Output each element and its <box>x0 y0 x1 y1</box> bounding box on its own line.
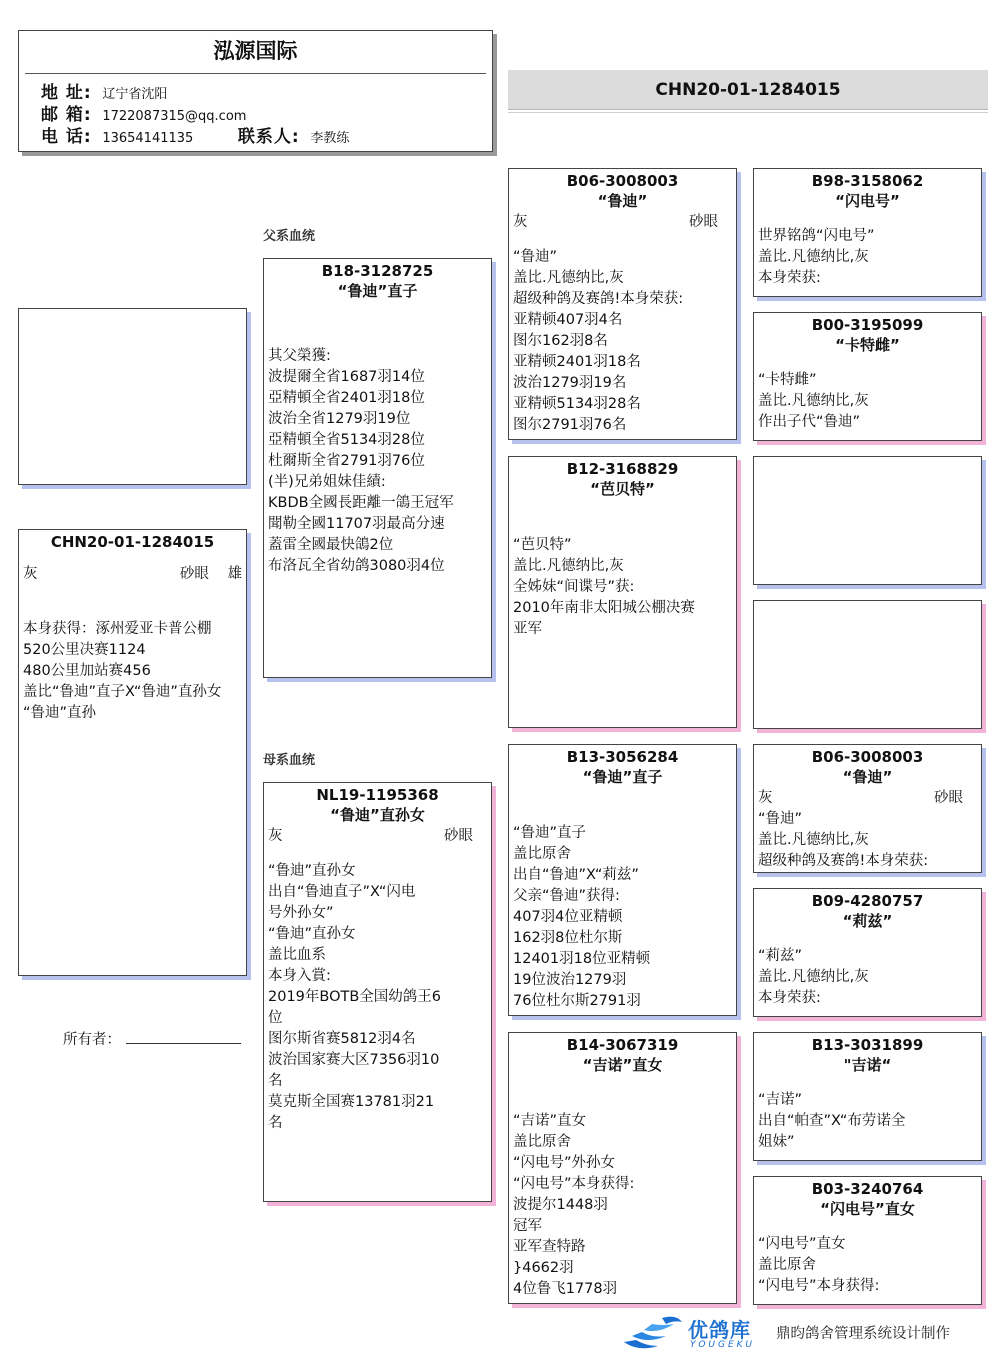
dam-line: “鲁迪”直孙女 <box>268 863 356 879</box>
ds-line: 407羽4位亚精顿 <box>513 909 623 925</box>
brand-name-en: YOUGEKU <box>690 1340 756 1350</box>
sire-ring: B18-3128725 <box>321 262 434 280</box>
email-value: 1722087315@qq.com <box>102 109 247 124</box>
sd-line: 亚军 <box>513 621 542 637</box>
ddd-line: “闪电号”本身获得: <box>758 1278 880 1294</box>
sire-line: 亞精頓全省5134羽28位 <box>268 432 425 448</box>
sd-line: 2010年南非太阳城公棚决赛 <box>513 600 695 616</box>
dd-line: 盖比原舍 <box>513 1134 571 1150</box>
dsd-line: “莉兹” <box>758 948 803 964</box>
divider <box>508 112 988 113</box>
dds-line: “吉诺” <box>758 1092 803 1108</box>
sss-line: 盖比.凡德纳比,灰 <box>758 249 869 265</box>
sd-name: “芭贝特” <box>590 480 655 498</box>
phone-label: 电 话: <box>41 127 92 147</box>
dam-line: 位 <box>268 1010 283 1026</box>
subject-card <box>18 529 247 976</box>
ss-line: 图尔2791羽76名 <box>513 417 627 433</box>
subject-line: 480公里加站赛456 <box>23 663 151 679</box>
dam-ring: NL19-1195368 <box>316 786 439 804</box>
subject-sex: 雄 <box>227 566 242 582</box>
sire-line: 聞勒全國11707羽最高分速 <box>268 516 445 532</box>
dds-name: "吉诺“ <box>843 1056 892 1074</box>
top-ring-number: CHN20-01-1284015 <box>655 80 841 100</box>
dss-name: “鲁迪” <box>842 768 893 786</box>
owner-signature-line[interactable] <box>126 1029 241 1044</box>
dd-line: 4位鲁飞1778羽 <box>513 1281 618 1297</box>
ds-line: 盖比原舍 <box>513 846 571 862</box>
ds-line: 19位波治1279羽 <box>513 972 627 988</box>
dd-line: “闪电号”本身获得: <box>513 1176 635 1192</box>
ddd-line: “闪电号”直女 <box>758 1236 846 1252</box>
sd-line: 全姊妹“间谍号”获: <box>513 579 635 595</box>
ddd-ring: B03-3240764 <box>811 1180 924 1198</box>
sdd-card <box>753 600 982 729</box>
dam-eye: 砂眼 <box>444 828 473 844</box>
subject-line: 520公里决赛1124 <box>23 642 146 658</box>
ss-ring: B06-3008003 <box>566 172 679 190</box>
top-ring-banner <box>508 70 988 110</box>
address-label: 地 址: <box>41 83 92 103</box>
ss-line: 超级种鸽及赛鸽!本身荣获: <box>513 291 684 307</box>
sd-ring: B12-3168829 <box>566 460 679 478</box>
ssd-line: 盖比.凡德纳比,灰 <box>758 393 869 409</box>
ss-color: 灰 <box>513 214 528 230</box>
dds-ring: B13-3031899 <box>811 1036 924 1054</box>
sire-line: 波治全省1279羽19位 <box>268 411 411 427</box>
dd-line: “吉诺”直女 <box>513 1113 587 1129</box>
dam-line: 2019年BOTB全国幼鸽王6 <box>268 989 442 1005</box>
ss-line: 亚精顿407羽4名 <box>513 312 623 328</box>
ss-card <box>508 168 737 440</box>
ds-line: “鲁迪”直子 <box>513 825 587 841</box>
ds-card <box>508 744 737 1016</box>
sire-line: 杜爾斯全省2791羽76位 <box>268 453 425 469</box>
dss-card <box>753 744 982 873</box>
sss-line: 本身荣获: <box>758 270 821 286</box>
dam-line: 波治国家赛大区7356羽10 <box>268 1052 440 1068</box>
dds-card <box>753 1032 982 1161</box>
ds-line: 出自“鲁迪”X“莉兹” <box>513 867 639 883</box>
dd-line: }4662羽 <box>513 1260 574 1276</box>
sd-line: 盖比.凡德纳比,灰 <box>513 558 624 574</box>
ds-line: 76位杜尔斯2791羽 <box>513 993 641 1009</box>
dd-card <box>508 1032 737 1304</box>
subject-line: 盖比“鲁迪”直子X“鲁迪”直孙女 <box>23 684 222 700</box>
sd-card <box>508 456 737 728</box>
ss-eye: 砂眼 <box>689 214 718 230</box>
dam-line: 号外孙女” <box>268 905 334 921</box>
subject-line: 本身获得：涿州爱亚卡普公棚 <box>23 621 212 637</box>
loft-title: 泓源国际 <box>25 31 486 74</box>
sire-line: KBDB全國長距離一鴿王冠军 <box>268 495 454 511</box>
dam-line: 盖比血系 <box>268 947 326 963</box>
sire-name: “鲁迪”直子 <box>337 282 418 300</box>
dam-line: 名 <box>268 1073 283 1089</box>
sire-line: 波提爾全省1687羽14位 <box>268 369 425 385</box>
dd-ring: B14-3067319 <box>566 1036 679 1054</box>
ddd-line: 盖比原舍 <box>758 1257 816 1273</box>
ss-line: 图尔162羽8名 <box>513 333 608 349</box>
dam-line: 出自“鲁迪直子”X“闪电 <box>268 884 416 900</box>
ss-line: 亚精顿2401羽18名 <box>513 354 641 370</box>
ss-name: “鲁迪” <box>597 192 648 210</box>
subject-eye: 砂眼 <box>179 566 209 582</box>
address-value: 辽宁省沈阳 <box>102 87 168 102</box>
dsd-ring: B09-4280757 <box>811 892 924 910</box>
dam-line: 莫克斯全国赛13781羽21 <box>268 1094 435 1110</box>
subject-line: “鲁迪”直孙 <box>23 705 97 721</box>
dss-line: 超级种鸽及赛鸽!本身荣获: <box>758 853 929 869</box>
sire-line: 其父榮獲: <box>268 348 331 364</box>
sd-line: “芭贝特” <box>513 537 572 553</box>
ss-line: 盖比.凡德纳比,灰 <box>513 270 624 286</box>
dam-line: “鲁迪”直孙女 <box>268 926 356 942</box>
dam-line: 名 <box>268 1115 283 1131</box>
ssd-ring: B00-3195099 <box>811 316 924 334</box>
dd-line: 冠军 <box>513 1218 542 1234</box>
subject-ring: CHN20-01-1284015 <box>50 533 215 551</box>
dam-section-label: 母系血统 <box>263 753 316 768</box>
dam-name: “鲁迪”直孙女 <box>330 806 425 824</box>
ssd-name: “卡特雌” <box>835 336 900 354</box>
loft-info-card <box>18 30 493 152</box>
dss-line: 盖比.凡德纳比,灰 <box>758 832 869 848</box>
sire-line: 布洛瓦全省幼鸽3080羽4位 <box>268 558 445 574</box>
dd-line: 亚军查特路 <box>513 1239 586 1255</box>
contact-value: 李教练 <box>310 131 350 146</box>
dss-ring: B06-3008003 <box>811 748 924 766</box>
subject-color: 灰 <box>23 566 38 582</box>
ds-ring: B13-3056284 <box>566 748 679 766</box>
ss-line: 波治1279羽19名 <box>513 375 627 391</box>
ssd-line: 作出子代“鲁迪” <box>758 414 861 430</box>
dd-line: “闪电号”外孙女 <box>513 1155 616 1171</box>
dd-name: “吉诺”直女 <box>582 1056 663 1074</box>
ds-line: 12401羽18位亚精顿 <box>513 951 651 967</box>
dds-line: 姐妹” <box>758 1134 795 1150</box>
sss-ring: B98-3158062 <box>811 172 924 190</box>
ds-line: 父亲“鲁迪”获得: <box>513 888 620 904</box>
owner-row <box>63 1028 241 1049</box>
dam-line: 本身入賞: <box>268 968 331 984</box>
dsd-line: 盖比.凡德纳比,灰 <box>758 969 869 985</box>
ds-line: 162羽8位杜尔斯 <box>513 930 623 946</box>
footer <box>618 1312 998 1358</box>
contact-label: 联系人: <box>237 127 300 147</box>
ddd-name: “闪电号”直女 <box>820 1200 915 1218</box>
sds-card <box>753 456 982 585</box>
email-label: 邮 箱: <box>41 105 92 125</box>
owner-label: 所有者： <box>63 1032 121 1048</box>
phone-value: 13654141135 <box>102 131 194 146</box>
ssd-card <box>753 312 982 441</box>
sire-line: 蓋雷全國最快鴿2位 <box>268 537 394 553</box>
sire-section-label: 父系血统 <box>263 229 316 244</box>
sire-card <box>263 258 492 678</box>
footer-credit: 鼎昀鸽舍管理系统设计制作 <box>776 1326 950 1342</box>
dss-line: “鲁迪” <box>758 811 803 827</box>
dd-line: 波提尔1448羽 <box>513 1197 608 1213</box>
ddd-card <box>753 1176 982 1305</box>
sss-card <box>753 168 982 297</box>
dsd-card <box>753 888 982 1017</box>
dam-card <box>263 782 492 1202</box>
yougeku-logo-icon <box>618 1312 686 1356</box>
ss-line: 亚精顿5134羽28名 <box>513 396 641 412</box>
sss-line: 世界铭鸽“闪电号” <box>758 228 875 244</box>
dsd-line: 本身荣获: <box>758 990 821 1006</box>
brand-name: 优鸽库 <box>688 1318 751 1342</box>
dss-color: 灰 <box>758 790 773 806</box>
dss-eye: 砂眼 <box>934 790 963 806</box>
pigeon-photo <box>18 308 247 485</box>
ss-line: “鲁迪” <box>513 249 558 265</box>
ssd-line: “卡特雌” <box>758 372 817 388</box>
ds-name: “鲁迪”直子 <box>582 768 663 786</box>
sire-line: 亞精頓全省2401羽18位 <box>268 390 425 406</box>
sss-name: “闪电号” <box>835 192 900 210</box>
dam-line: 图尔斯省赛5812羽4名 <box>268 1031 416 1047</box>
dsd-name: “莉兹” <box>842 912 893 930</box>
sire-line: (半)兄弟姐妹佳績: <box>268 474 386 490</box>
dds-line: 出自“帕查”X“布劳诺全 <box>758 1113 906 1129</box>
dam-color: 灰 <box>268 828 283 844</box>
